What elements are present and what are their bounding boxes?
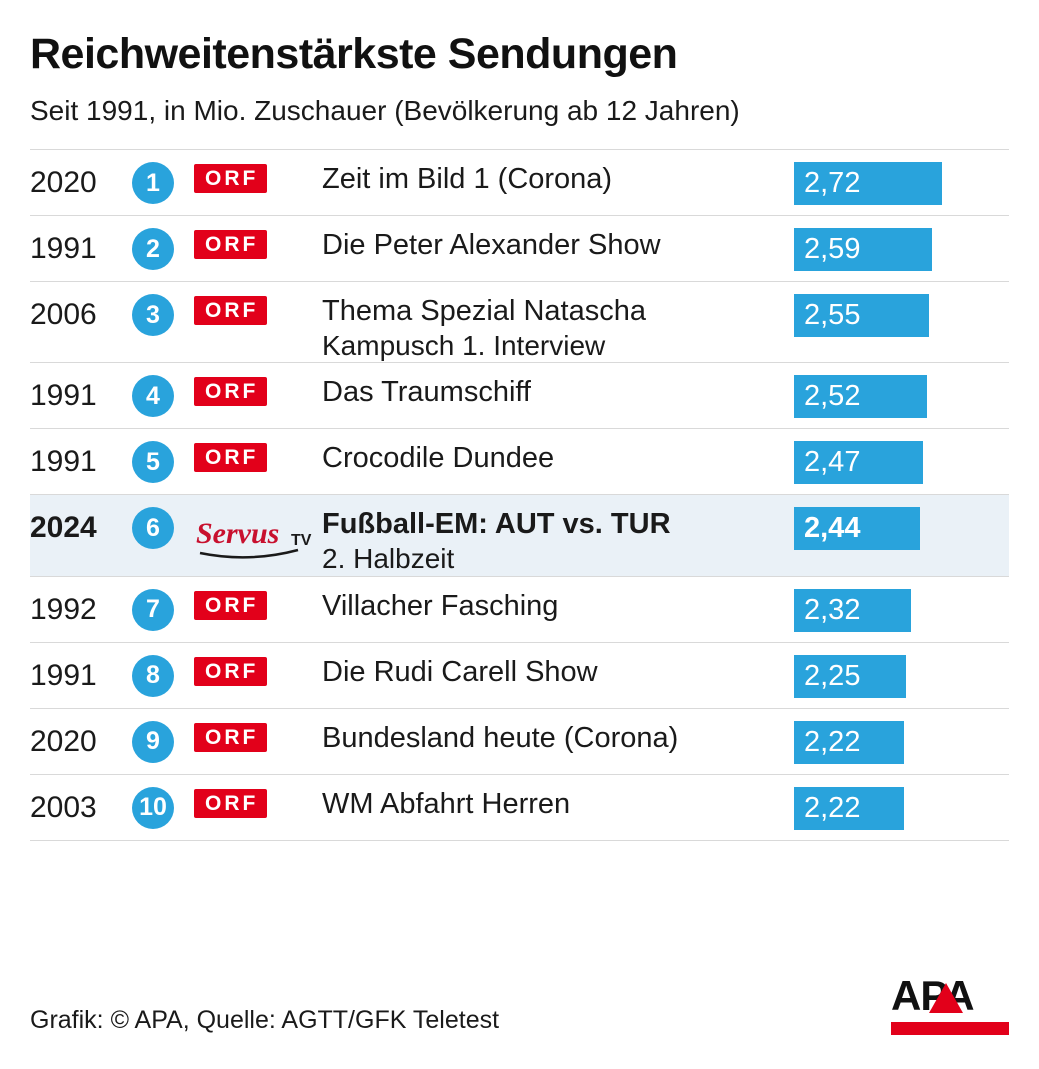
orf-logo xyxy=(194,363,322,428)
row-rank xyxy=(132,643,194,708)
row-year: 2006 xyxy=(30,298,97,331)
program-title: WM Abfahrt Herren xyxy=(322,787,571,820)
row-rank xyxy=(132,282,194,362)
source-note: Grafik: © APA, Quelle: AGTT/GFK Teletest xyxy=(30,1006,500,1034)
row-year: 2020 xyxy=(30,724,97,758)
row-bar-cell xyxy=(794,150,1009,215)
row-bar-cell xyxy=(794,363,1009,428)
row-year: 2020 xyxy=(30,166,97,199)
table-row xyxy=(30,775,1009,841)
orf-logo-text: ORF xyxy=(194,164,267,193)
orf-logo-text: ORF xyxy=(194,723,267,752)
rank-badge: 9 xyxy=(132,721,174,763)
row-bar-cell xyxy=(794,216,1009,281)
page-title: Reichweitenstärkste Sendungen xyxy=(30,30,678,78)
rank-badge: 8 xyxy=(132,655,174,697)
orf-logo xyxy=(194,429,322,494)
rank-badge: 7 xyxy=(132,589,174,631)
page-subtitle: Seit 1991, in Mio. Zuschauer (Bevölkerung ab 12 Jahren) xyxy=(30,95,740,126)
value-label: 2,47 xyxy=(804,446,861,479)
value-label: 2,25 xyxy=(804,659,861,692)
value-bar xyxy=(794,589,911,632)
row-program-name xyxy=(322,150,794,215)
row-bar-cell xyxy=(794,775,1009,840)
svg-text:Servus: Servus xyxy=(196,517,280,551)
table-row xyxy=(30,709,1009,775)
servus-tv-logo-mark xyxy=(194,509,316,565)
orf-logo-text: ORF xyxy=(194,377,267,406)
value-bar xyxy=(794,294,929,337)
orf-logo xyxy=(194,709,322,774)
row-rank xyxy=(132,775,194,840)
orf-logo-text: ORF xyxy=(194,296,267,325)
row-program-name xyxy=(322,775,794,840)
row-program-name xyxy=(322,363,794,428)
value-label: 2,32 xyxy=(804,593,861,626)
orf-logo xyxy=(194,577,322,642)
apa-logo xyxy=(891,972,1009,1041)
apa-triangle-icon xyxy=(929,983,963,1013)
row-year: 1991 xyxy=(30,445,97,479)
program-title: Zeit im Bild 1 (Corona) xyxy=(322,163,613,195)
value-label: 2,52 xyxy=(804,380,861,413)
value-bar xyxy=(794,507,920,550)
value-label: 2,55 xyxy=(804,299,861,331)
row-program-name xyxy=(322,643,794,708)
program-title: Fußball-EM: AUT vs. TUR xyxy=(322,508,671,541)
row-program-name xyxy=(322,577,794,642)
footer xyxy=(30,972,1009,1041)
row-year: 1992 xyxy=(30,592,97,626)
table-row xyxy=(30,282,1009,363)
program-title: Crocodile Dundee xyxy=(322,442,555,475)
orf-logo-text: ORF xyxy=(194,789,267,818)
row-program-name xyxy=(322,216,794,281)
program-title: Thema Spezial Natascha xyxy=(322,295,646,327)
program-title: Die Peter Alexander Show xyxy=(322,229,661,261)
rank-badge: 5 xyxy=(132,441,174,483)
row-bar-cell xyxy=(794,709,1009,774)
rank-badge: 2 xyxy=(132,228,174,270)
row-program-name xyxy=(322,429,794,494)
row-year: 2024 xyxy=(30,511,97,545)
rank-badge: 3 xyxy=(132,294,174,336)
row-rank xyxy=(132,363,194,428)
program-title: Das Traumschiff xyxy=(322,376,531,409)
table-row xyxy=(30,363,1009,429)
row-rank xyxy=(132,495,194,575)
orf-logo-text: ORF xyxy=(194,657,267,686)
program-subtitle: Kampusch 1. Interview xyxy=(322,329,606,361)
row-year: 2003 xyxy=(30,790,97,824)
infographic xyxy=(0,30,1039,1069)
table-row xyxy=(30,150,1009,216)
row-bar-cell xyxy=(794,282,1009,362)
row-bar-cell xyxy=(794,577,1009,642)
row-bar-cell xyxy=(794,429,1009,494)
value-label: 2,59 xyxy=(804,233,861,265)
row-rank xyxy=(132,216,194,281)
row-bar-cell xyxy=(794,495,1009,575)
rank-badge: 10 xyxy=(132,787,174,829)
orf-logo xyxy=(194,643,322,708)
table-row xyxy=(30,577,1009,643)
apa-logo-text: APA xyxy=(891,972,974,1019)
ranking-chart xyxy=(30,149,1009,841)
orf-logo xyxy=(194,150,322,215)
value-label: 2,22 xyxy=(804,791,861,824)
row-rank xyxy=(132,709,194,774)
rank-badge: 4 xyxy=(132,375,174,417)
servus-tv-logo xyxy=(194,495,322,575)
row-program-name xyxy=(322,709,794,774)
row-program-name xyxy=(322,495,794,575)
svg-text:TV: TV xyxy=(291,532,312,550)
row-year: 1991 xyxy=(30,658,97,692)
value-label: 2,22 xyxy=(804,725,861,758)
table-row xyxy=(30,495,1009,576)
table-row xyxy=(30,429,1009,495)
value-bar xyxy=(794,787,904,830)
value-bar xyxy=(794,441,923,484)
orf-logo-text: ORF xyxy=(194,230,267,259)
rank-badge: 6 xyxy=(132,507,174,549)
orf-logo xyxy=(194,775,322,840)
apa-red-bar xyxy=(891,1022,1009,1035)
value-bar xyxy=(794,228,932,271)
value-bar xyxy=(794,375,927,418)
program-title: Bundesland heute (Corona) xyxy=(322,721,679,754)
row-year: 1991 xyxy=(30,232,97,265)
row-rank xyxy=(132,429,194,494)
row-program-name xyxy=(322,282,794,362)
row-year: 1991 xyxy=(30,379,97,413)
table-row xyxy=(30,643,1009,709)
orf-logo-text: ORF xyxy=(194,443,267,472)
table-row xyxy=(30,216,1009,282)
orf-logo-text: ORF xyxy=(194,591,267,620)
value-bar xyxy=(794,162,942,205)
value-label: 2,72 xyxy=(804,167,861,199)
row-rank xyxy=(132,150,194,215)
program-title: Die Rudi Carell Show xyxy=(322,655,598,688)
value-bar xyxy=(794,721,904,764)
row-bar-cell xyxy=(794,643,1009,708)
program-title: Villacher Fasching xyxy=(322,589,559,622)
value-bar xyxy=(794,655,906,698)
value-label: 2,44 xyxy=(804,512,861,545)
orf-logo xyxy=(194,282,322,362)
orf-logo xyxy=(194,216,322,281)
rank-badge: 1 xyxy=(132,162,174,204)
row-rank xyxy=(132,577,194,642)
program-subtitle: 2. Halbzeit xyxy=(322,543,455,575)
